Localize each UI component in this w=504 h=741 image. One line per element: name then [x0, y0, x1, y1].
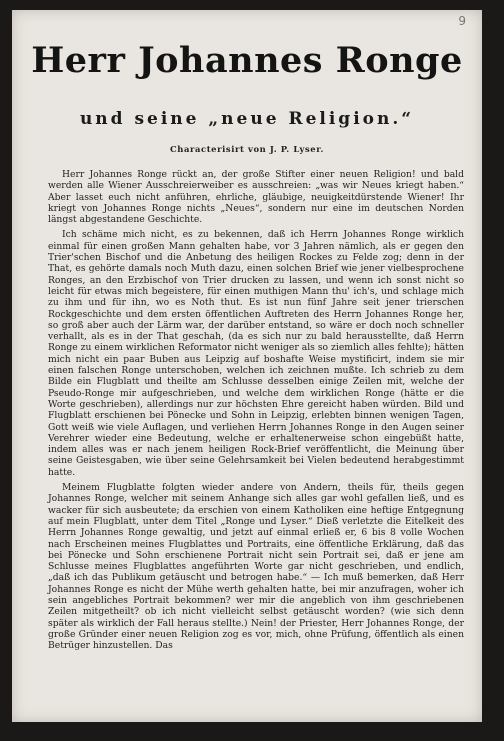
paragraph: Meinem Flugblatte folgten wieder andere von Andern, theils für, theils gegen Johannes Ronge, welcher mit seinem Anhange sich alles gar wohl gefallen ließ, und es wacker für sich ausbeutete; da erschien von einem Katholiken eine heftige Entgegnung auf mein Flugblatt, unter dem Titel „Ronge und Lyser.“ Dieß verletzte die Eitelkeit des Herrn Johannes Ronge gewaltig, und jetzt auf einmal erließ er, 6 bis 8 volle Wochen nach Erscheinen meines Flugblattes und Portraits, eine öffentliche Erklärung, daß das bei Pönecke und Sohn erschienene Portrait nicht sein Portrait sei, daß er jene am Schlusse meines Flugblattes angeführten Worte gar nicht geschrieben, und endlich, „daß ich das Publikum getäuscht und betrogen habe.“ — Ich muß bemerken, daß Herr Johannes Ronge es nicht der Mühe werth gehalten hatte, bei mir anzufragen, woher ich sein angebliches Portrait bekommen? wer mir die angeblich von ihm geschriebenen Zeilen mitgetheilt? ob ich nicht vielleicht selbst getäuscht worden? (wie sich denn später als wirklich der Fall heraus stellte.) Nein! der Priester, Herr Johannes Ronge, der große Gründer einer neuen Religion zog es vor, mich, ohne Prüfung, öffentlich als einen Betrüger hinzustellen. Das [48, 482, 464, 652]
broadsheet-page [12, 10, 482, 722]
paragraph: Herr Johannes Ronge rückt an, der große Stifter einer neuen Religion! und bald werden alle Wiener Ausschreierweiber es ausschreien: „was wir Neues kriegt haben.“ Aber lasset euch nicht anführen, ehrliche, gläubige, neuigkeitdürstende Wiener! Ihr kriegt von Johannes Ronge nichts „Neues“, sondern nur eine im deutschen Norden längst abgestandene Geschichte. [48, 169, 464, 226]
page-title: Herr Johannes Ronge [31, 40, 463, 81]
paragraph: Ich schäme mich nicht, es zu bekennen, daß ich Herrn Johannes Ronge wirklich einmal für einen großen Mann gehalten habe, vor 3 Jahren nämlich, als er gegen den Trier'schen Bischof und die Anbetung des heiligen Rockes zu Felde zog; denn in der That, es gehörte damals noch Muth dazu, einen solchen Brief wie jener vielbesprochene Ronges, an den Erzbischof von Trier drucken zu lassen, und wenn ich sonst nicht so leicht für etwas mich begeistere, für einen muthigen Mann thu' ich's, und schlage mich zu ihm und für ihn, wo es Noth thut. Es ist nun fünf Jahre seit jener trierschen Rockgeschichte und dem ersten öffentlichen Auftreten des Herrn Johannes Ronge her, so groß aber auch der Lärm war, der darüber entstand, so wäre er doch noch schneller verhallt, als es in der That geschah, (da es sich nur zu bald herausstellte, daß Herrn Ronge zu einem wirklichen Reformator nicht weniger als so ziemlich alles fehlte); hätten mich nicht ein paar Buben aus Leipzig auf boshafte Weise mystificirt, indem sie mir einen falschen Ronge unterschoben, welchen ich zeichnen mußte. Ich schrieb zu dem Bilde ein Flugblatt und theilte am Schlusse desselben einige Zeilen mit, welche der Pseudo-Ronge mir aufgeschrieben, und welche dem wirklichen Ronge (hätte er die Worte geschrieben), allerdings nur zur höchsten Ehre gereicht haben würden. Bild und Flugblatt erschienen bei Pönecke und Sohn in Leipzig, erlebten binnen wenigen Tagen, Gott weiß wie viele Auflagen, und verliehen Herrn Johannes Ronge in den Augen seiner Verehrer wieder eine Bedeutung, welche er erhaltenerweise schon eingebüßt hatte, indem alles was er nach jenem heiligen Rock-Brief veröffentlicht, die Meinung über seine Geistesgaben, wie über seine Gelehrsamkeit bei Vielen bedeutend herabgestimmt hatte. [48, 229, 464, 478]
article-body [48, 169, 464, 655]
page-number: 9 [458, 14, 466, 28]
byline: Characterisirt von J. P. Lyser. [169, 144, 324, 154]
page-subtitle: und seine „neue Religion.“ [79, 109, 415, 129]
